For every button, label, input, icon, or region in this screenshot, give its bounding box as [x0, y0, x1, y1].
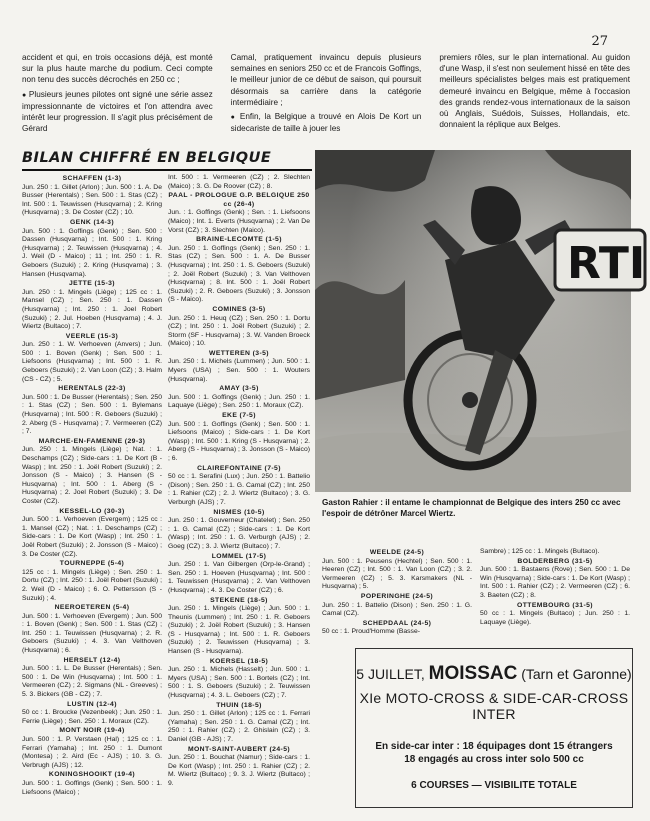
race-results-text: Jun. 500 : 1. Goffings (Genk) ; Sen. 500 : 1. Liefsoons (Maico) ; [22, 779, 162, 796]
section-headline: BILAN CHIFFRÉ EN BELGIQUE [22, 150, 272, 166]
race-venue-title: LOMMEL (17-5) [211, 552, 267, 560]
race-result-block [22, 438, 162, 507]
ad-detail-line: 18 engagés au cross inter solo 500 cc [404, 754, 584, 765]
race-venue-title: VEERLE (15-3) [65, 332, 119, 340]
race-results-text: Jun. 250 : 1. Gouverneur (Chatelet) ; Sen. 250 : 1. G. Camal (CZ) ; Side-cars : 1. De Kort (Wasp) ; Int. 250 : 1. G. Verburgh (AJS) ; 2. Goeg (CZ) ; 3. J. Wiertz (Bultaco) ; 7. [168, 517, 310, 550]
race-results-text: Jun. 500 : 1. Goffings (Genk) ; Sen. 500 : Dassen (Husqvarna) ; Int. 500 : 1. Kring (Husqvarna) ; 2. Teuwissen (Husqvarna) ; 4. J. Weil (D - Maico) ; 11 ; Int. 250 : 1. R. Geboers (Suzuki) ; 2. Kring (Husqvarna) ; 3. Hansen (Husqvarna). [22, 227, 162, 278]
photo-caption: Gaston Rahier : il entame le championnat de Belgique des inters 250 cc avec l'espoir de détrôner Marcel Wiertz. [322, 498, 621, 518]
race-results-text: Jun. 500 : 1. Peusens (Hechtel) ; Sen. 500 : 1. Heeren (CZ) ; Int. 500 : 1. Van Loon (CZ) ; 3. 2. Vermeeren (CZ) ; 5. 3. Karsmakers (NL - Husqvarna) ; 5. [322, 557, 472, 591]
intro-text [22, 52, 630, 137]
race-venue-title: PAAL - PROLOGUE G.P. BELGIQUE 250 cc (26-4) [168, 192, 310, 208]
results-column [480, 548, 630, 628]
race-results-text: Int. 500 : 1. Vermeeren (CZ) ; 2. Slechten (Maico) ; 3. G. De Roover (CZ) ; 8. [168, 174, 310, 190]
ad-footer: 6 COURSES — VISIBILITE TOTALE [411, 780, 577, 791]
race-results-text: Jun. 500 : 1. Bastaens (Rove) ; Sen. 500 : 1. De Win (Husqvarna) ; Side-cars : 1. De Kort (Wasp) ; Int. 500 : 1. Rahier (CZ) ; 2. Vermeeren (CZ) ; 6. 3. Baeten (CZ) ; 8. [480, 566, 630, 599]
race-results-text: Sambre) ; 125 cc : 1. Mingels (Bultaco). [480, 548, 600, 555]
race-result-block [168, 412, 310, 464]
results-column [168, 174, 310, 790]
headline-rule [22, 169, 312, 171]
race-result-block [322, 593, 472, 619]
race-result-block [168, 553, 310, 596]
ad-date: 5 JUILLET, [356, 666, 425, 682]
race-results-text: Jun. 500 : 1. De Busser (Herentals) ; Sen. 250 : 1. Stas (CZ) ; Sen. 500 : 1. Bylemans (Husqvarna) ; Int. 500 : R. Geboers (Suzuki) ; 2. Aberg (S - Husqvarna) ; 7. Vermeeren (CZ) ; 7. [22, 393, 162, 436]
race-venue-title: SCHEPDAAL (24-5) [362, 619, 432, 627]
race-venue-title: HERSELT (12-4) [63, 656, 121, 664]
race-result-block [22, 560, 162, 603]
race-venue-title: AMAY (3-5) [219, 385, 259, 393]
number-plate-text: RTI [567, 238, 646, 289]
race-results-text: Jun. 500 : 1. L. De Busser (Herentals) ; Sen. 500 : 1. De Win (Husqvarna) ; Int. 500 : 1. Vermeeren (CZ) ; 2. Sigmans (NL - Greeves) ; 5. 3. Bickers (GB - CZ) ; 7. [22, 665, 162, 699]
results-column [22, 174, 162, 798]
race-venue-title: WEELDE (24-5) [369, 549, 425, 556]
race-result-block [168, 746, 310, 789]
race-results-text: Jun. 250 : 1. Mingels (Liège) ; Jun. 500 : 1. Theunis (Lummen) ; Int. 250 : 1. R. Geboers (Suzuki) ; 2. Joël Robert (Suzuki) ; 3. Hansen (S - Husqvarna) ; Int. 500 : 1. R. Geboers (Suzuki) ; 2. Teuwissen (Husqvarna) ; 3. Hansen (S - Husqvarna). [168, 605, 310, 656]
race-result-block [322, 549, 472, 592]
race-results-text: Jun. 250 : 1. Gillet (Arlon) ; Jun. 500 : 1. A. De Busser (Herentals) ; Sen. 500 : 1. Stas (CZ) ; Int. 500 : 1. Teuwissen (Husqvarna) ; 2. Kring (Husqvarna) ; 3. De Coster (CZ) ; 10. [22, 183, 162, 217]
page-number: 27 [591, 34, 608, 49]
race-venue-title: JETTE (15-3) [69, 280, 115, 288]
race-result-block [168, 597, 310, 657]
race-venue-title: MONT NOIR (19-4) [59, 727, 125, 735]
race-venue-title: COMINES (3-5) [212, 305, 266, 313]
race-result-block [22, 727, 162, 770]
ad-details [356, 740, 632, 766]
ad-town: MOISSAC [428, 663, 518, 684]
race-result-block [22, 657, 162, 700]
race-result-block [168, 702, 310, 745]
race-venue-title: LUSTIN (12-4) [67, 700, 117, 708]
race-result-block [22, 280, 162, 332]
race-result-block [168, 192, 310, 235]
race-result-block [168, 465, 310, 508]
race-results-text: Jun. 250 : 1. Mingels (Liège) ; 125 cc : 1. Mansel (CZ) ; Sen. 250 : 1. Dassen (Husqvarna) ; Int. 250 : 1. Joel Robert (Suzuki) ; 2. Jul. Hoeben (Husqvarna) ; 4. J. Wiertz (Bultaco) ; 7. [22, 288, 162, 331]
race-results-text: 125 cc : 1. Mingels (Liège) ; Sen. 250 : 1. Dortu (CZ) ; Int. 250 : 1. Joël Robert (Suzuki) ; 2. Weil (D - Maico) ; 6. O. Pettersson (S - Suzuki) ; 4. [22, 568, 162, 602]
race-results-text: Jun. 500 : 1. Verhoeven (Evergem) ; Jun. 500 : 1. Boven (Genk) ; Sen. 500 : 1. Stas (CZ) ; Int. 250 : 1. Teuwissen (Husqvarna) ; 2. R. Geboers (Suzuki) ; 4. 3. Van Velthoven (Husqvarna) ; 6. [22, 612, 162, 655]
intro-column [439, 52, 630, 137]
ad-event: XIe MOTO-CROSS & SIDE-CAR-CROSS INTER [359, 690, 629, 722]
race-results-text: 50 cc : 1. Broucke (Vezenbeek) ; Jun. 250 : 1. Ferrie (Liège) ; Sen. 250 : 1. Moraux (CZ). [22, 709, 162, 725]
race-result-block [22, 508, 162, 560]
race-venue-title: BOLDERBERG (31-5) [517, 557, 593, 565]
race-result-block [168, 658, 310, 701]
race-result-block [480, 602, 630, 628]
race-results-text: Jun. 250 : 1. Battelio (Dison) ; Sen. 250 : 1. G. Camal (CZ). [322, 601, 472, 618]
race-result-block [322, 620, 472, 637]
race-result-block [168, 174, 310, 191]
race-venue-title: BRAINE-LECOMTE (1-5) [196, 236, 282, 244]
race-venue-title: NISMES (10-5) [213, 508, 265, 516]
advertisement-box [355, 648, 633, 808]
race-venue-title: EKE (7-5) [222, 412, 256, 420]
intro-column [22, 52, 213, 137]
race-results-text: Jun. 250 : 1. Michels (Hasselt) ; Jun. 500 : 1. Myers (USA) ; Sen. 500 : 1. Bortels (CZ) ; Int. 500 : 1. S. Geboers (Suzuki) ; 2. Teuwissen (Husqvarna) ; 4. 3. L. Geboers (CZ) ; 7. [168, 666, 310, 700]
intro-paragraph: Camal, pratiquement invaincu depuis plusieurs semaines en seniors 250 cc et de Francois Goffings, le meilleur junior de ce début de saison, qui poursuit désormais sa carrière dans la catégorie intermédiaire ; [230, 53, 422, 107]
race-venue-title: THUIN (18-5) [216, 701, 262, 709]
ad-detail-line: En side-car inter : 18 équipages dont 15 étrangers [375, 741, 613, 752]
race-venue-title: NEEROETEREN (5-4) [54, 604, 130, 612]
race-results-text: Jun. 500 : 1. Goffings (Genk) ; Jun. 250 : 1. Laquaye (Liège) ; Sen. 250 : 1. Moraux (CZ). [168, 393, 310, 410]
race-result-block [168, 306, 310, 349]
ad-headline [356, 663, 632, 685]
race-results-text: Jun. 500 : 1. Goffings (Genk) ; Sen. 500 : 1. Liefsoons (Maico) ; Side-cars : 1. De Kort (Wasp) ; Int. 500 : 1. Kring (S - Husqvarna) ; 2. Aberg (S - Husqvarna) ; 3. Jonsson (S - Maico) ; 6. [168, 420, 310, 462]
race-result-block [22, 771, 162, 797]
race-venue-title: SCHAFFEN (1-3) [62, 175, 122, 182]
race-results-text: Jun. 250 : 1. Michels (Lummen) ; Jun. 500 : 1. Myers (USA) ; Sen. 500 : 1. Wouters (Husqvarna). [168, 358, 310, 383]
race-results-text: Jun. 250 : 1. Heuq (CZ) ; Sen. 250 : 1. Dortu (CZ) ; Int. 250 : 1. Joël Robert (Suzuki) ; 2. Storm (SF - Husqvarna) ; 3. W. Vanden Broeck (Maico) ; 10. [168, 314, 310, 348]
race-venue-title: KOERSEL (18-5) [209, 657, 269, 665]
race-result-block [168, 350, 310, 384]
intro-paragraph: ● Plusieurs jeunes pilotes ont signé une série assez impressionnante de victoires et l'on attendra avec intérêt leur progression. Il s'agit plus précisément de Gérard [22, 89, 213, 135]
race-venue-title: TOURNEPPE (5-4) [59, 560, 125, 568]
race-result-block [22, 175, 162, 218]
race-venue-title: STEKENE (18-5) [210, 596, 268, 604]
race-venue-title: HERENTALS (22-3) [58, 385, 126, 393]
race-results-text: 50 cc : 1. Mingels (Bultaco) ; Jun. 250 : 1. Laquaye (Liège). [480, 610, 630, 626]
race-result-block [22, 333, 162, 385]
race-venue-title: MARCHE-EN-FAMENNE (29-3) [38, 437, 146, 445]
race-results-text: Jun. 250 : 1. Gillet (Arlon) ; 125 cc : 1. Ferrari (Yamaha) ; Sen. 250 : 1. G. Camal (CZ) ; Int. 250 : 1. Rahier (CZ) ; 2. Ghislain (CZ) ; 3. Daniel (GB - AJS) ; 7. [168, 710, 310, 743]
race-venue-title: KONINGSHOOIKT (19-4) [48, 771, 136, 779]
race-result-block [22, 604, 162, 656]
race-venue-title: GENK (14-3) [69, 218, 115, 226]
race-venue-title: POPERINGHE (24-5) [360, 592, 434, 600]
race-results-text: Jun. 250 : 1. Mingels (Liège) ; Nat. : 1. Deschamps (CZ) ; Side-cars : 1. De Kort (B - Wasp) ; Int. 250 : 1. Joël Robert (Suzuki) ; 2. Jonsson (S - Maico) ; 3. Hansen (S - Husqvarna) ; Int. 500 : 1. Aberg (S - Husqvarna) ; 2. Joel Robert (Suzuki) ; 3. De Coster (CZ). [22, 446, 162, 505]
motocross-photo [315, 150, 646, 492]
race-venue-title: CLAIREFONTAINE (7-5) [197, 464, 281, 472]
intro-column [231, 52, 422, 137]
race-result-block [22, 219, 162, 279]
race-results-text: Jun. 250 : 1. Bouchat (Namur) ; Side-cars : 1. De Kort (Wasp) ; Int. 250 : 1. Rahier (CZ) ; 2. M. Wiertz (Bultaco) ; 9. 3. J. Wiertz (Bultaco) ; 9. [168, 754, 310, 787]
race-results-text: 50 cc : 1. Serafini (Lux) ; Jun. 250 : 1. Battelio (Dison) ; Sen. 250 : 1. G. Camal (CZ) ; Int. 250 : 1. Rahier (CZ) ; 2. J. Wiertz (Bultaco) ; 3. G. Verburgh (AJS) ; 7. [168, 473, 310, 506]
race-venue-title: WETTEREN (3-5) [209, 349, 269, 357]
race-result-block [168, 385, 310, 411]
race-result-block [480, 558, 630, 601]
intro-paragraph: ● Enfin, la Belgique a trouvé en Alois De Kort un sidecariste de taille à jouer les [231, 111, 422, 134]
race-results-text: Jun. 250 : 1. W. Verhoeven (Anvers) ; Jun. 500 : 1. Boven (Genk) ; Sen. 500 : 1. Liefsoons (Husqvarna) ; Int. 500 : 1. R. Geboers (Suzuki) ; 2. Van Loon (CZ) ; 3. Halm (CS - CZ) ; 5. [22, 341, 162, 383]
race-results-text: Jun. 500 : 1. P. Verstaen (Hal) ; 125 cc : 1. Ferrari (Yamaha) ; Int. 250 : 1. Dumont (Montesa) ; 2. Aird (Ec - AJS) ; 10. 3. G. Verbrugh (AJS) ; 12. [22, 736, 162, 769]
results-column [322, 548, 472, 638]
intro-paragraph: accident et qui, en trois occasions déjà, est monté sur la plus haute marche du podium. Ceci compte non tenu des succès décrochés en 250 cc ; [22, 53, 213, 85]
race-venue-title: OTTEMBOURG (31-5) [517, 601, 593, 609]
race-results-text: Jun. 250 : 1. Van Gilbergen (Orp-le-Grand) ; Sen. 250 : 1. Hoeven (Husqvarna) ; Int. 500 : 1. Teuwissen (Husqvarna) ; 2. Van Velthoven (Husqvarna) ; 4. 3. De Coster (CZ) ; 6. [168, 561, 310, 594]
race-result-block [22, 385, 162, 437]
race-venue-title: MONT-SAINT-AUBERT (24-5) [187, 745, 291, 753]
race-result-block [168, 509, 310, 552]
race-results-text: Jun. 250 : 1. Goffings (Genk) ; Sen. 250 : 1. Stas (CZ) ; Sen. 500 : 1. A. De Busser (Husqvarna) ; Int. 250 : 1. S. Geboers (Suzuki) ; 2. Joël Robert (Suzuki) ; 3. Van Velthoven (Husqvarna) ; 8. Int. 500 : 1. Joël Robert (Suzuki) ; 2. R. Geboers (Suzuki) ; 3. Jonsson (S - Maico). [168, 244, 310, 304]
race-result-block [480, 548, 630, 557]
race-venue-title: KESSEL-LO (30-3) [59, 507, 125, 515]
ad-region: (Tarn et Garonne) [521, 666, 632, 682]
race-results-text: Jun. 500 : 1. Verhoeven (Evergem) ; 125 cc : 1. Mansel (CZ) ; Nat. : 1. Deschamps (CZ) ; Side-cars : 1. De Kort (Wasp) ; Int. 250 : 1. Joël Robert (Suzuki) ; 2. Jonsson (S - Maico) ; 3. De Coster (CZ). [22, 516, 162, 558]
race-results-text: 50 cc : 1. Proud'Homme (Basse- [322, 628, 421, 636]
race-results-text: Jun. : 1. Goffings (Genk) ; Sen. : 1. Liefsoons (Maico) ; Int. 1. Everts (Husqvarna) ; 2. Van De Vorst (CZ) ; 3. Slechten (Maico). [168, 209, 310, 234]
intro-paragraph: premiers rôles, sur le plan international. Au guidon d'une Wasp, il s'est non seulement hissé en tête des meilleurs spécialistes belges mais est pratiquement demeuré invaincu en Belgique, même à l'occasion des grands rendez-vous internationaux de la saison où Anglais, Suédois, Suisses, Hollandais, etc. donnaient la réplique aux Belges. [439, 53, 631, 130]
race-result-block [168, 236, 310, 305]
race-result-block [22, 701, 162, 727]
